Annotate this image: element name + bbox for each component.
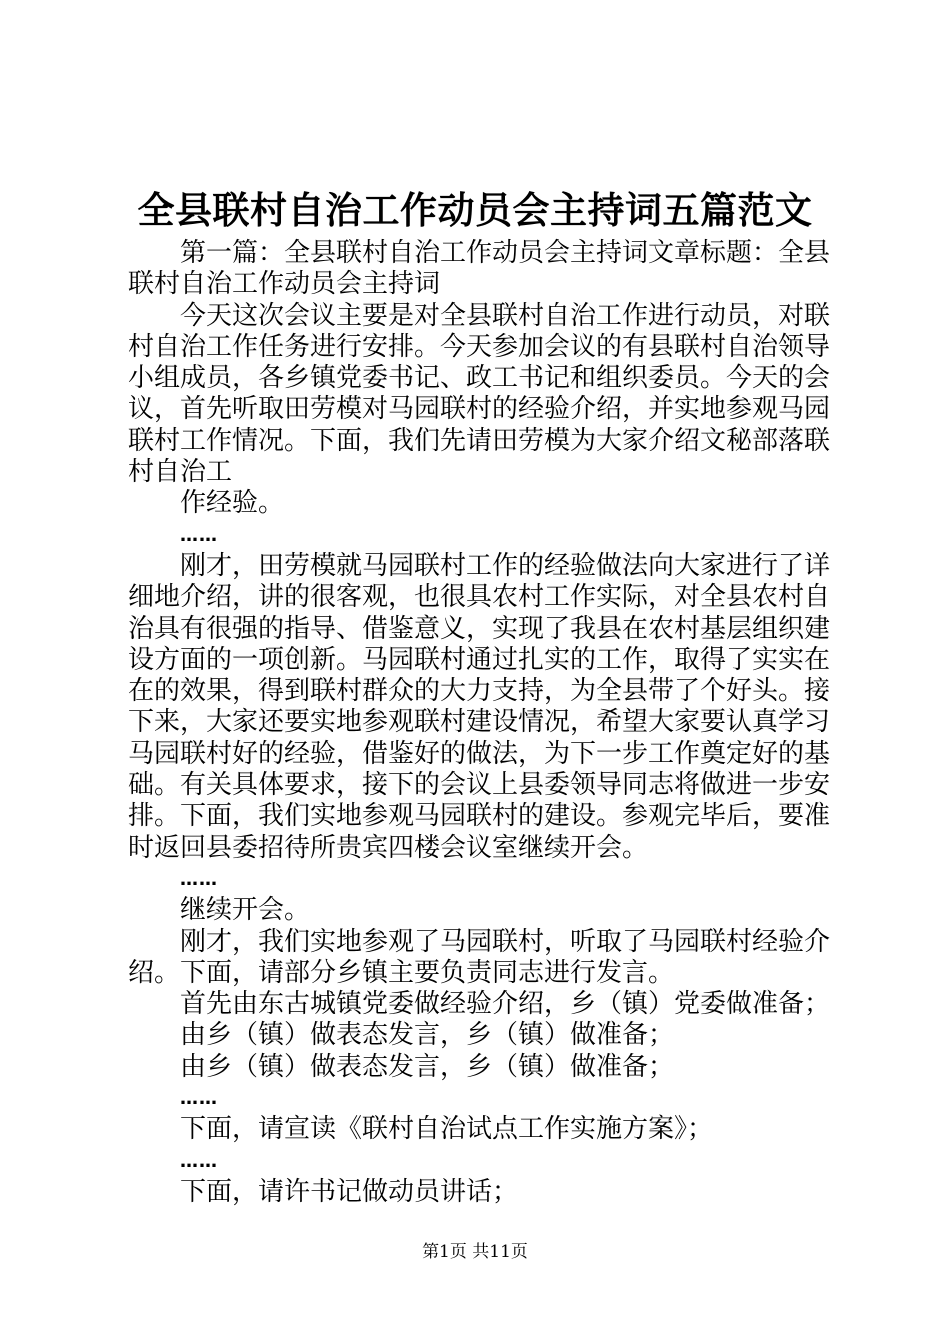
ellipsis-line: …… xyxy=(180,1088,218,1110)
page-footer: 第1页 共11页 xyxy=(422,1242,528,1262)
paragraph: 下面，请许书记做动员讲话； xyxy=(180,1176,519,1207)
paragraph: 继续开会。 xyxy=(180,895,311,926)
paragraph: 刚才，田劳模就马园联村工作的经验做法向大家进行了详细地介绍，讲的很客观，也很具农村工作实际，对全县农村自治具有很强的指导、借鉴意义，实现了我县在农村基层组织建设方面的一项创新。马园联村通过扎实的工作，取得了实实在在的效果，得到联村群众的大力支持，为全县带了个好头。接下来，大家还要实地参观联村建设情况，希望大家要认真学习马园联村好的经验，借鉴好的做法，为下一步工作奠定好的基础。有关具体要求，接下的会议上县委领导同志将做进一步安排。下面，我们实地参观马园联村的建设。参观完毕后，要准时返回县委招待所贵宾四楼会议室继续开会。 xyxy=(128,550,831,863)
paragraph: 作经验。 xyxy=(180,488,285,519)
paragraph: 刚才，我们实地参观了马园联村，听取了马园联村经验介绍。下面，请部分乡镇主要负责同志进行发言。 xyxy=(128,926,831,988)
ellipsis-line: …… xyxy=(180,524,218,546)
paragraph: 首先由东古城镇党委做经验介绍，乡（镇）党委做准备； xyxy=(180,989,831,1020)
paragraph: 第一篇：全县联村自治工作动员会主持词文章标题：全县联村自治工作动员会主持词 xyxy=(128,238,831,300)
document-title: 全县联村自治工作动员会主持词五篇范文 xyxy=(137,188,813,232)
paragraph: 由乡（镇）做表态发言，乡（镇）做准备； xyxy=(180,1020,675,1051)
ellipsis-line: …… xyxy=(180,868,218,890)
document-body xyxy=(128,238,830,1208)
paragraph: 下面，请宣读《联村自治试点工作实施方案》； xyxy=(180,1114,714,1145)
paragraph: 由乡（镇）做表态发言，乡（镇）做准备； xyxy=(180,1051,675,1082)
ellipsis-line: …… xyxy=(180,1150,218,1172)
paragraph: 今天这次会议主要是对全县联村自治工作进行动员，对联村自治工作任务进行安排。今天参加会议的有县联村自治领导小组成员，各乡镇党委书记、政工书记和组织委员。今天的会议，首先听取田劳模对马园联村的经验介绍，并实地参观马园联村工作情况。下面，我们先请田劳模为大家介绍文秘部落联村自治工 xyxy=(128,300,831,488)
